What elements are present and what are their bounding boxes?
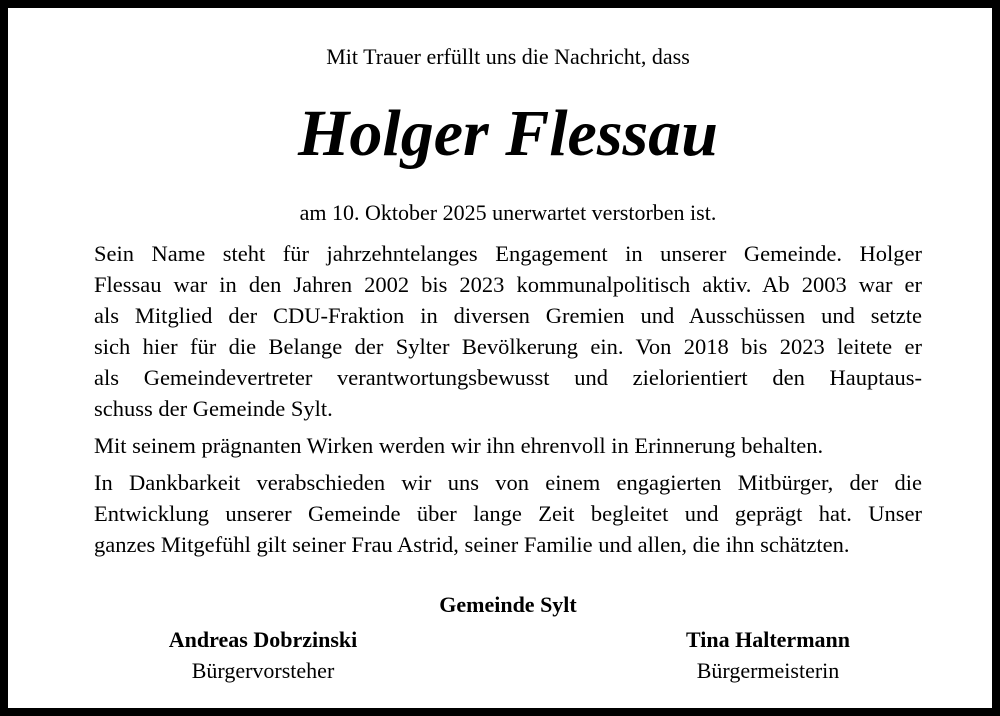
text-line: Sein Name steht für jahrzehntelanges Engagement in unserer Gemeinde. Holger	[94, 241, 922, 266]
paragraph	[94, 467, 922, 560]
signatory-name: Tina Haltermann	[685, 627, 850, 652]
text-line: In Dankbarkeit verabschieden wir uns von einem engagierten Mitbürger, der die	[94, 470, 922, 495]
deceased-name: Holger Flessau	[298, 97, 718, 170]
text-line: Entwicklung unserer Gemeinde über lange Zeit begleitet und geprägt hat. Unser	[94, 501, 922, 526]
text-line: sich hier für die Belange der Sylter Bevölkerung ein. Von 2018 bis 2023 leitete er	[94, 334, 922, 359]
text-line: als Mitglied der CDU-Fraktion in diversen Gremien und Ausschüssen und setzte	[94, 303, 922, 328]
organization: Gemeinde Sylt	[439, 592, 577, 617]
text-line: als Gemeindevertreter verantwortungsbewusst und zielorientiert den Hauptaus-	[94, 365, 922, 390]
signatory-left	[113, 624, 413, 686]
paragraph	[94, 238, 922, 424]
signatory-name: Andreas Dobrzinski	[168, 627, 358, 652]
signatory-title: Bürgermeisterin	[696, 658, 840, 683]
signatory-title: Bürgervorsteher	[191, 658, 335, 683]
text-line: ganzes Mitgefühl gilt seiner Frau Astrid, seiner Familie und allen, die ihn schätzten.	[94, 532, 850, 557]
text-line: Mit seinem prägnanten Wirken werden wir ihn ehrenvoll in Erinnerung behalten.	[94, 433, 824, 458]
text-line: Flessau war in den Jahren 2002 bis 2023 kommunalpolitisch aktiv. Ab 2003 war er	[94, 272, 922, 297]
text-line: schuss der Gemeinde Sylt.	[94, 396, 333, 421]
signatory-right	[618, 624, 918, 686]
paragraph	[94, 430, 922, 461]
intro-line: Mit Trauer erfüllt uns die Nachricht, dass	[326, 44, 690, 69]
date-line: am 10. Oktober 2025 unerwartet verstorben ist.	[299, 200, 717, 225]
obituary-body	[94, 238, 922, 566]
